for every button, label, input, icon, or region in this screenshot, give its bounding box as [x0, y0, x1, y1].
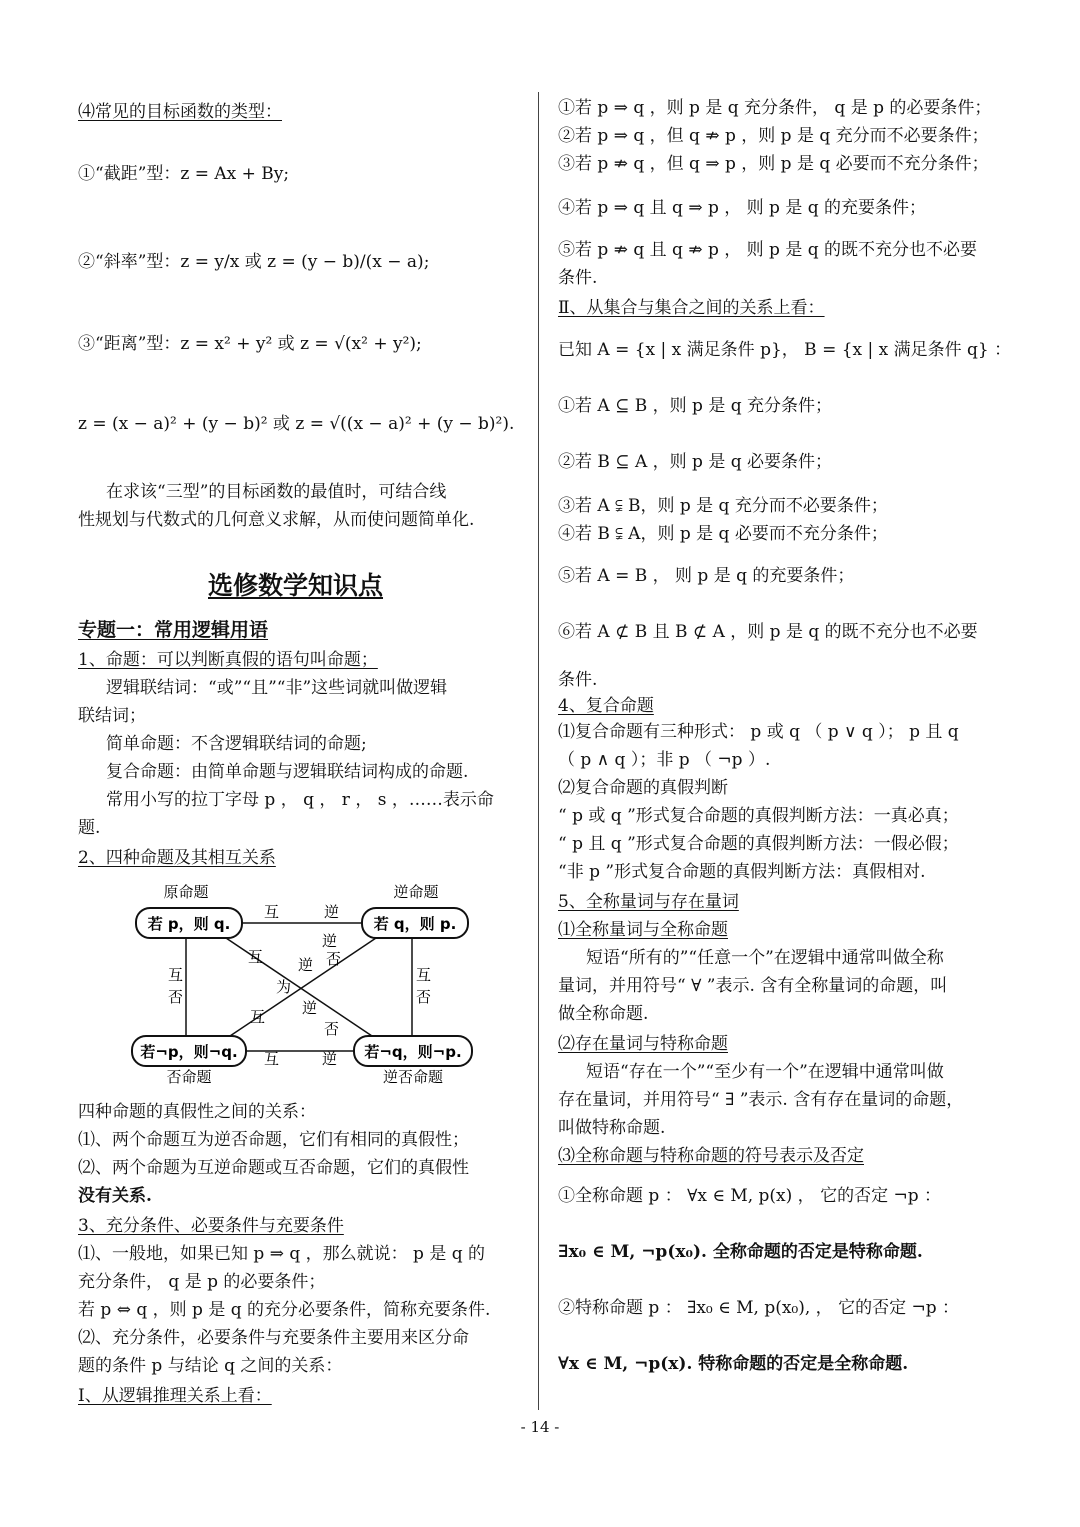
text-line: 短语“所有的”“任意一个”在逻辑中通常叫做全称: [586, 948, 944, 968]
section-title: 选修数学知识点: [208, 571, 384, 600]
text-line: 简单命题：不含逻辑联结词的命题;: [106, 734, 367, 754]
text-line: ②若 B ⊆ A ，则 p 是 q 必要条件；: [558, 452, 833, 472]
text-line: 题.: [78, 818, 101, 838]
sub-heading: ⑴全称量词与全称命题: [558, 920, 728, 940]
fou-label: 否: [326, 950, 342, 968]
text-line: ⑵复合命题的真假判断: [558, 778, 728, 798]
ni-label: 逆: [322, 1050, 338, 1068]
item-heading: Ⅱ、从集合与集合之间的关系上看：: [558, 298, 825, 318]
text-line: ②若 p ⇒ q ，但 q ⇏ p ，则 p 是 q 充分而不必要条件；: [558, 126, 989, 146]
text-line: ④若 B ⫋ A，则 p 是 q 必要而不充分条件；: [558, 524, 888, 544]
item-heading: 1、命题：可以判断真假的语句叫命题；: [78, 650, 378, 670]
text-line: 存在量词，并用符号“ ∃ ”表示. 含有存在量词的命题，: [558, 1090, 964, 1110]
sub-heading: ⑵存在量词与特称命题: [558, 1034, 728, 1054]
item-heading: 2、四种命题及其相互关系: [78, 848, 276, 868]
paragraph-line: 性规划与代数式的几何意义求解，从而使问题简单化.: [78, 510, 475, 530]
text-line: 四种命题的真假性之间的关系：: [78, 1102, 316, 1122]
negation-proposition-label: 否命题: [166, 1068, 212, 1085]
paragraph-line: 在求该“三型”的目标函数的最值时，可结合线: [106, 482, 447, 502]
text-line: 短语“存在一个”“至少有一个”在逻辑中通常叫做: [586, 1062, 944, 1082]
text-line: 条件.: [558, 268, 598, 288]
text-line: 做全称命题.: [558, 1004, 649, 1024]
text-line: ①若 p ⇒ q ，则 p 是 q 充分条件， q 是 p 的必要条件；: [558, 98, 992, 118]
item-heading: 4、复合命题: [558, 696, 654, 716]
text-line: ∀x ∈ M, ¬p(x). 特称命题的否定是全称命题.: [558, 1354, 909, 1374]
ni-label: 逆: [324, 903, 340, 921]
ni-label: 逆: [298, 956, 314, 974]
ni-label: 逆: [302, 999, 318, 1017]
text-line: 充分条件， q 是 p 的必要条件；: [78, 1272, 326, 1292]
four-propositions-diagram: [126, 880, 486, 1085]
text-line: 题的条件 p 与结论 q 之间的关系：: [78, 1356, 343, 1376]
text-line: ③若 p ⇏ q ，但 q ⇒ p ，则 p 是 q 必要而不充分条件；: [558, 154, 989, 174]
text-line: “非 p ”形式复合命题的真假判断方法：真假相对.: [558, 862, 926, 882]
distance-type: ③“距离”型：z = x² + y² 或 z = √(x² + y²);: [78, 334, 422, 354]
hu-label: 互: [250, 1008, 266, 1026]
hu-label: 互: [168, 966, 184, 984]
ni-label: 逆: [322, 932, 338, 950]
text-line: ⑴、一般地，如果已知 p ⇒ q ，那么就说： p 是 q 的: [78, 1244, 486, 1264]
text-line: 若 p ⇔ q ，则 p 是 q 的充分必要条件，简称充要条件.: [78, 1300, 491, 1320]
text-line: “ p 或 q ”形式复合命题的真假判断方法：一真必真；: [558, 806, 959, 826]
fou-label: 否: [416, 988, 432, 1006]
topic-heading: 专题一：常用逻辑用语: [78, 619, 269, 641]
text-line: ⑥若 A ⊄ B 且 B ⊄ A ，则 p 是 q 的既不充分也不必要: [558, 622, 978, 642]
text-line: “ p 且 q ”形式复合命题的真假判断方法：一假必假；: [558, 834, 959, 854]
text-line: 没有关系.: [78, 1186, 152, 1206]
hu-label: 互: [416, 966, 432, 984]
hu-label: 互: [264, 1050, 280, 1068]
text-line: ③若 A ⫋ B，则 p 是 q 充分而不必要条件；: [558, 496, 888, 516]
text-line: 联结词；: [78, 706, 146, 726]
hu-label: 互: [264, 903, 280, 921]
text-line: 条件.: [558, 670, 598, 690]
text-line: 常用小写的拉丁字母 p ， q ， r ， s ，……表示命: [106, 790, 494, 810]
text-line: ⑵、两个命题为互逆命题或互否命题，它们的真假性: [78, 1158, 469, 1178]
text-line: ⑵、充分条件，必要条件与充要条件主要用来区分命: [78, 1328, 469, 1348]
fou-label: 否: [324, 1020, 340, 1038]
text-line: 已知 A = {x | x 满足条件 p}， B = {x | x 满足条件 q} ：: [558, 340, 1012, 360]
text-line: ①若 A ⊆ B ，则 p 是 q 充分条件；: [558, 396, 833, 416]
column-divider: [538, 92, 539, 1410]
wei-label: 为: [276, 978, 292, 996]
text-line: 复合命题：由简单命题与逻辑联结词构成的命题.: [106, 762, 469, 782]
original-box-text: 若 p，则 q.: [147, 915, 231, 933]
slope-type: ②“斜率”型：z = y/x 或 z = (y − b)/(x − a);: [78, 252, 430, 272]
sub-heading: ⑶全称命题与特称命题的符号表示及否定: [558, 1146, 864, 1166]
item-heading: 5、全称量词与存在量词: [558, 892, 739, 912]
objective-function-heading: ⑷常见的目标函数的类型：: [78, 102, 282, 122]
text-line: 逻辑联结词：“或”“且”“非”这些词就叫做逻辑: [106, 678, 448, 698]
inverse-box-text: 若 q，则 p.: [373, 915, 457, 933]
original-proposition-label: 原命题: [163, 883, 209, 901]
text-line: 叫做特称命题.: [558, 1118, 666, 1138]
item-heading: Ⅰ、从逻辑推理关系上看：: [78, 1386, 272, 1406]
inverse-proposition-label: 逆命题: [393, 883, 439, 901]
text-line: ⑴复合命题有三种形式： p 或 q （ p ∨ q ）； p 且 q: [558, 722, 959, 742]
item-heading: 3、充分条件、必要条件与充要条件: [78, 1216, 344, 1236]
contrapositive-proposition-label: 逆否命题: [382, 1068, 444, 1085]
text-line: （ p ∧ q ）；非 p （ ¬p ）.: [558, 750, 771, 770]
hu-label: 互: [248, 948, 264, 966]
text-line: ②特称命题 p ： ∃x₀ ∈ M, p(x₀), ， 它的否定 ¬p ：: [558, 1298, 960, 1318]
distance-type-b: z = (x − a)² + (y − b)² 或 z = √((x − a)² + (y − b)²).: [78, 414, 515, 434]
contrapositive-box-text: 若¬q，则¬p.: [364, 1043, 462, 1061]
intercept-type: ①“截距”型：z = Ax + By;: [78, 164, 290, 184]
text-line: ⑤若 A = B ， 则 p 是 q 的充要条件；: [558, 566, 855, 586]
text-line: ④若 p ⇒ q 且 q ⇒ p ， 则 p 是 q 的充要条件；: [558, 198, 927, 218]
fou-label: 否: [168, 988, 184, 1006]
text-line: 量词，并用符号“ ∀ ”表示. 含有全称量词的命题，叫: [558, 976, 948, 996]
text-line: ①全称命题 p ： ∀x ∈ M, p(x) ， 它的否定 ¬p ：: [558, 1186, 942, 1206]
text-line: ∃x₀ ∈ M, ¬p(x₀). 全称命题的否定是特称命题.: [558, 1242, 923, 1262]
text-line: ⑤若 p ⇏ q 且 q ⇏ p ， 则 p 是 q 的既不充分也不必要: [558, 240, 978, 260]
text-line: ⑴、两个命题互为逆否命题，它们有相同的真假性；: [78, 1130, 469, 1150]
page-number: - 14 -: [520, 1418, 560, 1436]
negation-box-text: 若¬p，则¬q.: [140, 1043, 238, 1061]
